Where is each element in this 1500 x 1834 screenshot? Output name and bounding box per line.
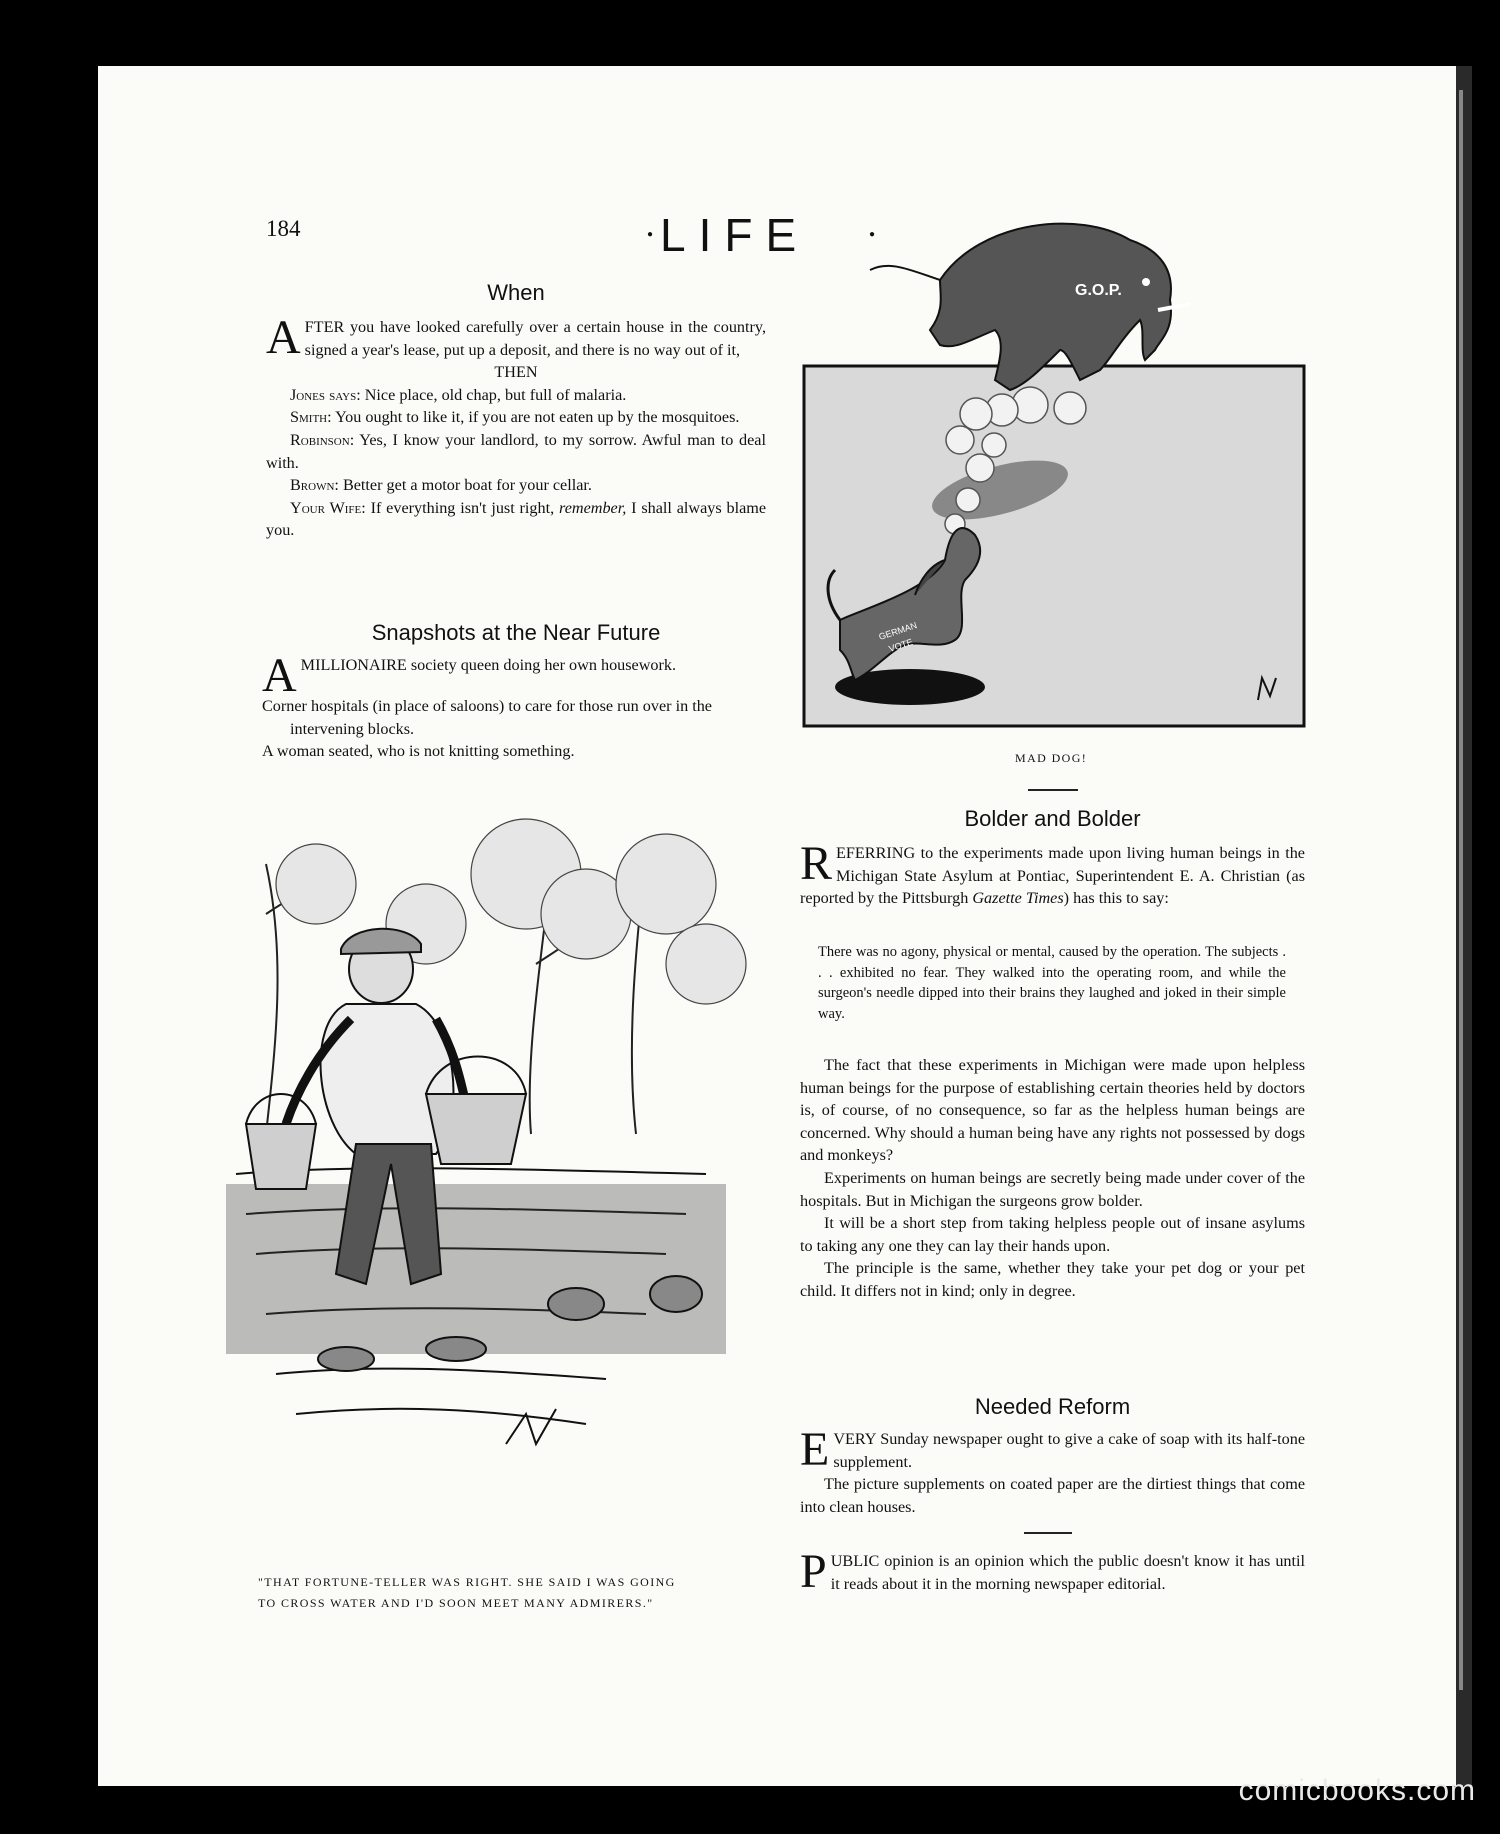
bolder-title: Bolder and Bolder xyxy=(964,806,1141,831)
bolder-article: REFERRING to the experiments made upon living human beings in the Michigan State Asylum at Pontiac, Superintendent E. A. Christian (as reported by the Pittsburgh Gazette Times) has this to say: xyxy=(800,837,1305,908)
snapshots-item-3: A woman seated, who is not knitting something. xyxy=(262,742,575,761)
fortune-teller-caption xyxy=(258,1572,766,1614)
dog-label-line1: GERMAN xyxy=(877,620,919,642)
when-line-robinson: Robinson: Yes, I know your landlord, to my sorrow. Awful man to deal with. xyxy=(266,430,766,472)
bolder-p2: The fact that these experiments in Michigan were made upon helpless human beings for the purpose of establishing certain theories held by doctors is, of course, of no consequence, so far as the helpless human beings are concerned. Why should a human being have any rights not possessed by dogs and monkeys? xyxy=(800,1056,1305,1165)
masthead-dot-right: ● xyxy=(869,229,876,240)
reform-title: Needed Reform xyxy=(974,1394,1131,1419)
elephant-label: G.O.P. xyxy=(1075,282,1122,299)
masthead-dot-left: ● xyxy=(647,229,654,240)
when-intro: FTER you have looked carefully over a certain house in the country, signed a year's lease, put up a deposit, and there is no way out of it, xyxy=(304,318,766,359)
reform-article: EVERY Sunday newspaper ought to give a cake of soap with its half-tone supplement. The picture supplements on coated paper are the dirtiest things that come into clean houses. xyxy=(800,1428,1305,1518)
snapshots-article xyxy=(262,649,712,763)
masthead: LIFE xyxy=(660,209,810,261)
elephant-eye xyxy=(1142,278,1150,286)
snapshots-title: Snapshots at the Near Future xyxy=(371,620,661,645)
page-number: 184 xyxy=(266,216,301,241)
stream-shading xyxy=(226,1184,726,1354)
bolder-p4: It will be a short step from taking helpless people out of insane asylums to taking any one they can lay their hands upon. xyxy=(800,1214,1305,1255)
dog-label-line2: VOTE xyxy=(887,636,914,654)
binding-strip xyxy=(1459,90,1463,1690)
divider-rule-1 xyxy=(1028,789,1078,791)
when-line-smith: Smith: You ought to like it, if you are not eaten up by the mosquitoes. xyxy=(290,408,740,427)
bolder-p3: Experiments on human beings are secretly being made under cover of the hospitals. But in Michigan the surgeons grow bolder. xyxy=(800,1168,1305,1210)
mad-dog-cartoon xyxy=(780,200,1310,740)
snapshots-dropcap: A xyxy=(262,649,297,702)
when-dropcap: A xyxy=(266,311,301,364)
reform-dropcap: E xyxy=(800,1423,830,1476)
when-then: THEN xyxy=(494,363,538,382)
fortune-teller-cartoon xyxy=(226,794,766,1564)
foliage xyxy=(276,819,746,1004)
divider-rule-2 xyxy=(1024,1532,1072,1534)
when-line-wife: Your Wife: If everything isn't just right, remember, I shall always blame you. xyxy=(266,498,767,540)
public-article: PUBLIC opinion is an opinion which the public doesn't know it has until it reads about it in the morning newspaper editorial. xyxy=(800,1545,1305,1598)
fortune-teller-caption-line1: "THAT FORTUNE-TELLER WAS RIGHT. SHE SAID I WAS GOING xyxy=(258,1575,676,1589)
when-line-jones: Jones says: Nice place, old chap, but full of malaria. xyxy=(290,385,627,404)
watermark: comicbooks.com xyxy=(1238,1774,1476,1807)
bolder-body xyxy=(800,1054,1305,1303)
snapshots-item-2: Corner hospitals (in place of saloons) to care for those run over in the intervening blocks. xyxy=(262,697,712,738)
bolder-quote: There was no agony, physical or mental, caused by the operation. The subjects . . . exhibited no fear. They walked into the operating room, and while the surgeon's needle dipped into their brains they laughed and joked in their simple way. xyxy=(818,944,1286,1022)
public-dropcap: P xyxy=(800,1545,827,1598)
when-title: When xyxy=(487,280,545,305)
reform-p2: The picture supplements on coated paper are the dirtiest things that come into clean houses. xyxy=(800,1475,1305,1516)
mad-dog-caption: MAD DOG! xyxy=(1015,751,1088,765)
bolder-dropcap: R xyxy=(800,837,833,890)
fortune-teller-caption-line2: TO CROSS WATER AND I'D SOON MEET MANY ADMIRERS." xyxy=(258,1596,654,1610)
snapshots-item-1: MILLIONAIRE society queen doing her own housework. xyxy=(300,656,677,674)
when-line-brown: Brown: Better get a motor boat for your cellar. xyxy=(290,476,592,495)
when-article xyxy=(266,311,767,542)
bolder-p5: The principle is the same, whether they take your pet dog or your pet child. It differs not in kind; only in degree. xyxy=(800,1259,1305,1300)
